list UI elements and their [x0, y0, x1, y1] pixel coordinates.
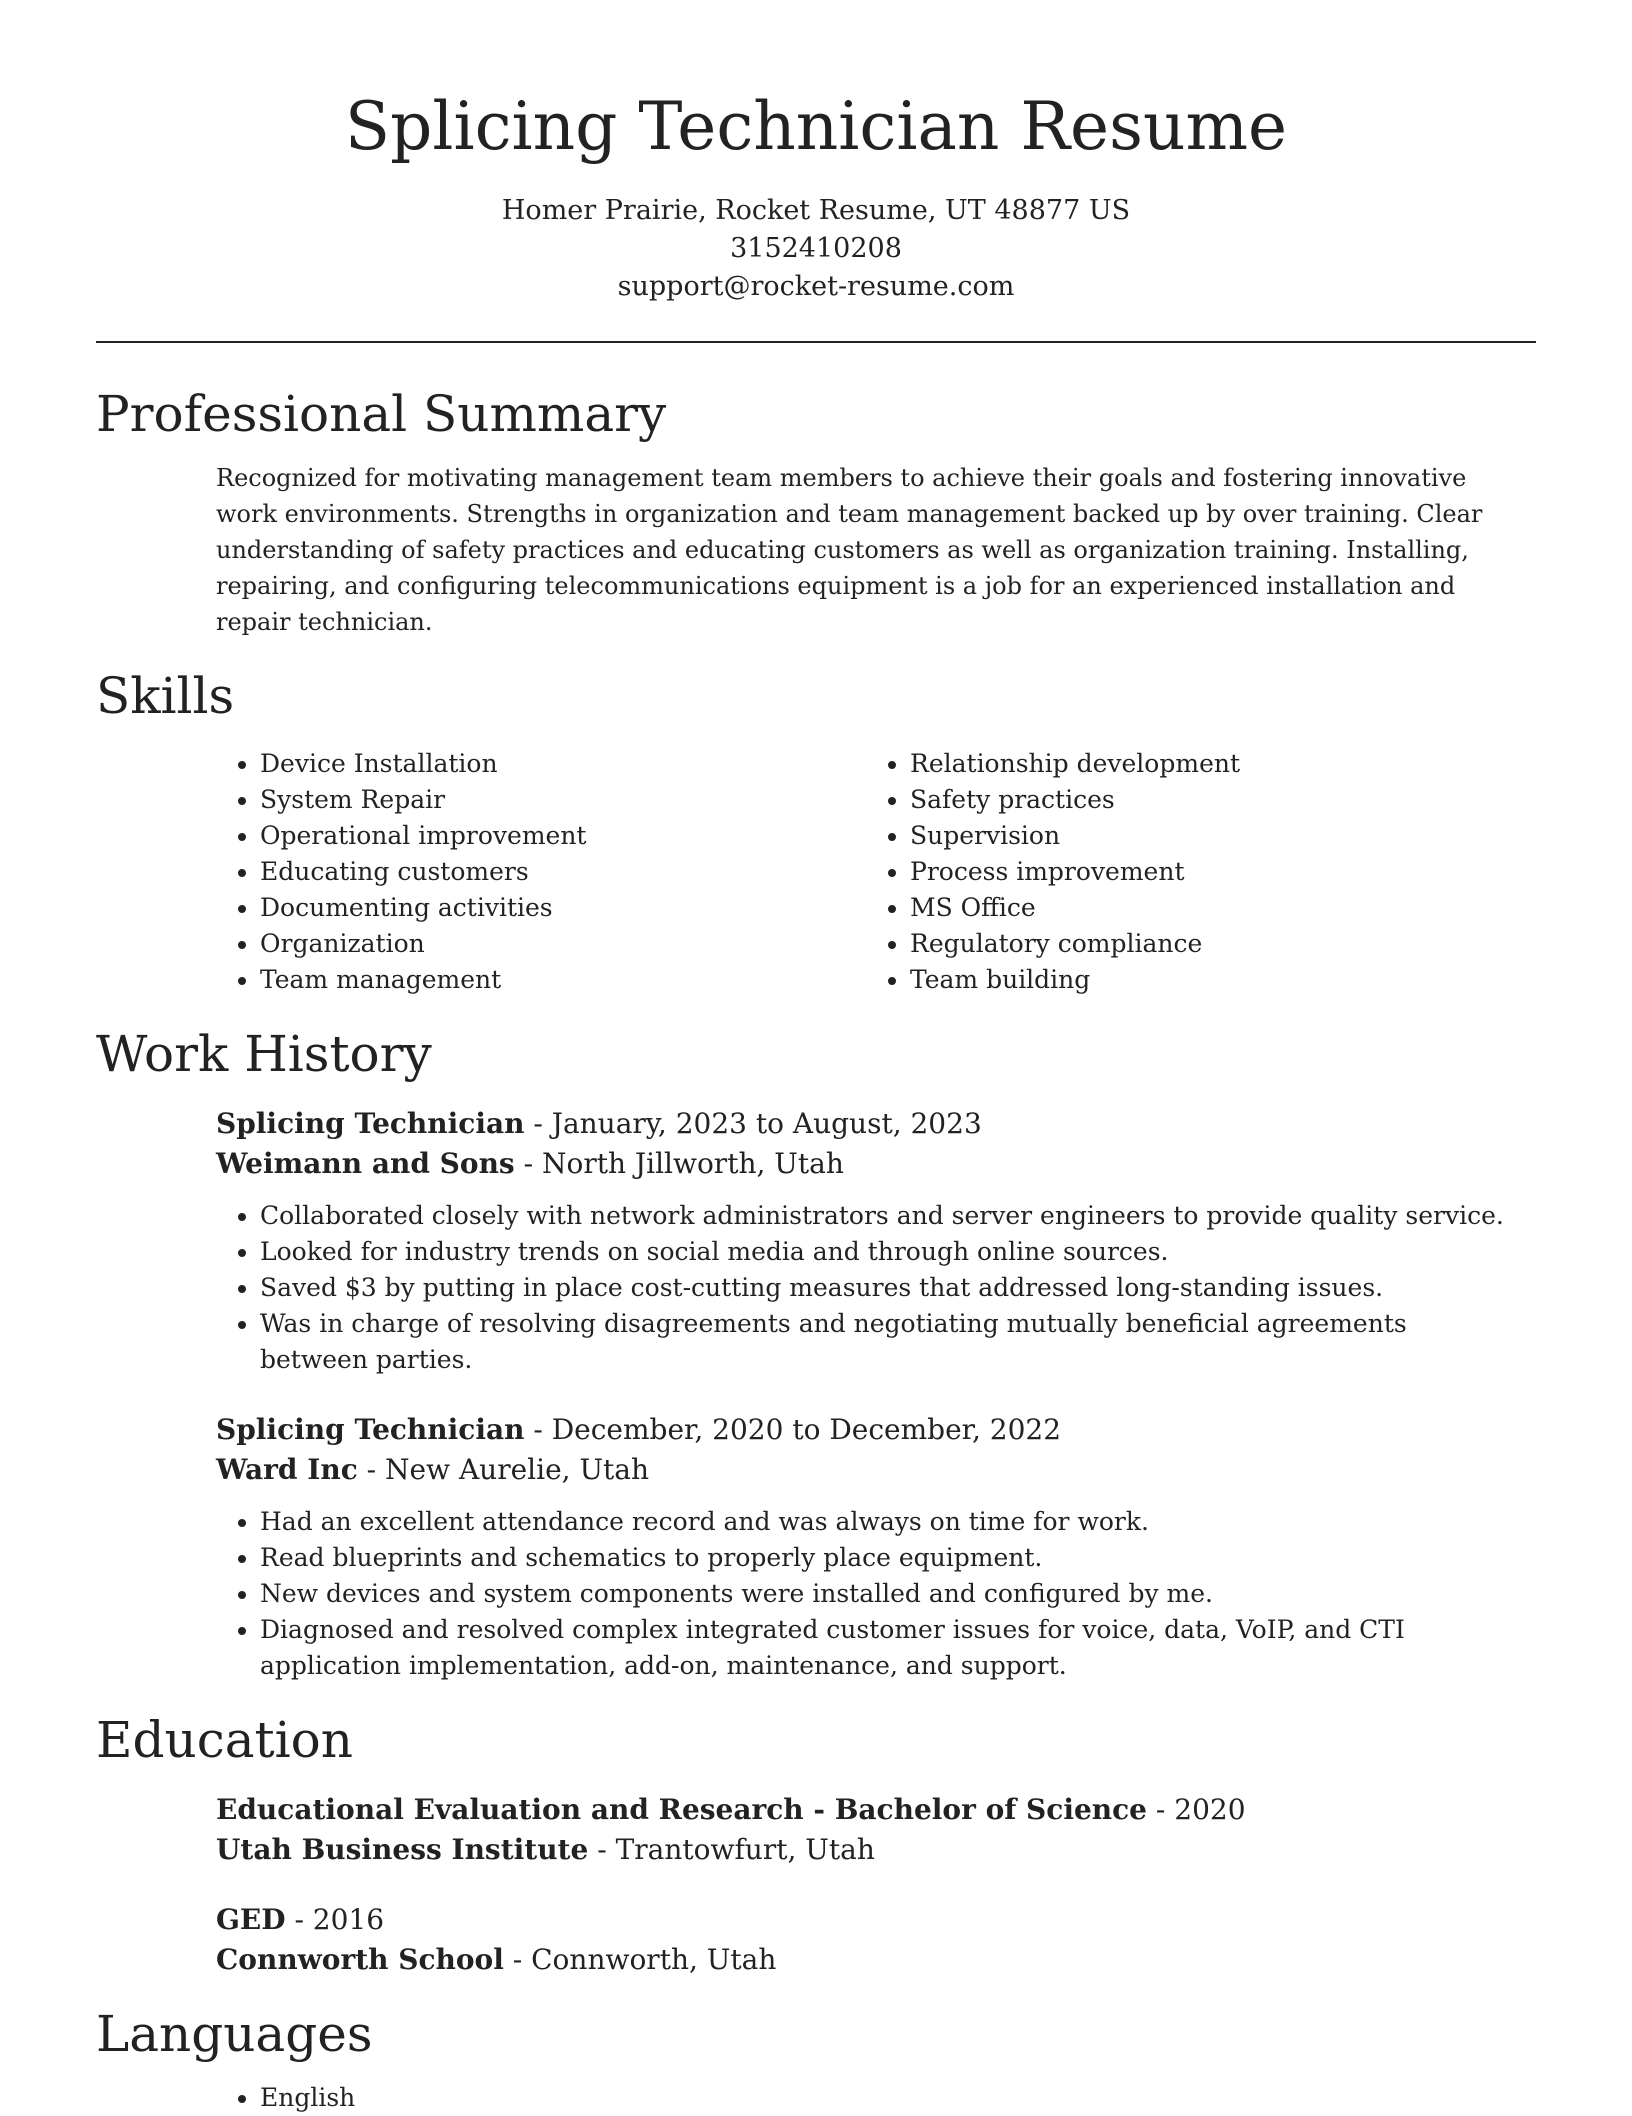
education-school: Utah Business Institute	[216, 1833, 589, 1866]
job-title-line	[216, 1104, 1536, 1144]
skill-item: • Relationship development	[910, 746, 1466, 782]
job-bullet: • Looked for industry trends on social media and through online sources.	[260, 1234, 1516, 1270]
job-entry-1-header	[216, 1104, 1536, 1184]
job-company-line	[216, 1144, 1536, 1184]
education-year: - 2020	[1147, 1793, 1246, 1826]
education-school-line	[216, 1830, 1536, 1870]
skill-item: • Organization	[260, 926, 816, 962]
job-bullet: • Collaborated closely with network administrators and server engineers to provide quality service.	[260, 1198, 1516, 1234]
contact-phone: 3152410208	[730, 233, 902, 264]
job-bullet: • New devices and system components were installed and configured by me.	[260, 1576, 1516, 1612]
skill-item: • Regulatory compliance	[910, 926, 1466, 962]
job-bullet: • Had an excellent attendance record and was always on time for work.	[260, 1504, 1516, 1540]
job-entry-2-header	[216, 1410, 1536, 1490]
education-degree-line	[216, 1900, 1536, 1940]
skills-list-left	[216, 746, 816, 998]
job-title-line	[216, 1410, 1536, 1450]
education-degree-line	[216, 1790, 1536, 1830]
job-title: Splicing Technician	[216, 1413, 525, 1446]
work-history-heading: Work History	[96, 1025, 432, 1083]
job-title: Splicing Technician	[216, 1107, 525, 1140]
education-degree: GED	[216, 1903, 286, 1936]
education-heading: Education	[96, 1711, 353, 1769]
languages-list	[216, 2080, 1516, 2116]
job-company-line	[216, 1450, 1536, 1490]
job-dates: - December, 2020 to December, 2022	[524, 1413, 1062, 1446]
skill-item: • Device Installation	[260, 746, 816, 782]
education-degree: Educational Evaluation and Research - Bachelor of Science	[216, 1793, 1147, 1826]
job-bullet: • Saved $3 by putting in place cost-cutting measures that addressed long-standing issues.	[260, 1270, 1516, 1306]
skills-heading: Skills	[96, 667, 235, 725]
skill-item: • Team building	[910, 962, 1466, 998]
languages-heading: Languages	[96, 2005, 373, 2063]
job-bullet: • Read blueprints and schematics to properly place equipment.	[260, 1540, 1516, 1576]
education-school-line	[216, 1940, 1536, 1980]
job-location: - North Jillworth, Utah	[514, 1147, 844, 1180]
resume-header	[96, 82, 1536, 306]
summary-heading: Professional Summary	[96, 385, 667, 443]
skill-item: • Documenting activities	[260, 890, 816, 926]
skill-item: • Operational improvement	[260, 818, 816, 854]
job-entry-2-bullets	[216, 1504, 1516, 1684]
skill-item: • Team management	[260, 962, 816, 998]
skill-item: • Supervision	[910, 818, 1466, 854]
resume-title: Splicing Technician Resume	[344, 88, 1288, 165]
education-entry-1	[216, 1790, 1536, 1870]
job-location: - New Aurelie, Utah	[357, 1453, 650, 1486]
education-school: Connworth School	[216, 1943, 504, 1976]
contact-address: Homer Prairie, Rocket Resume, UT 48877 US	[501, 195, 1131, 226]
job-dates: - January, 2023 to August, 2023	[524, 1107, 982, 1140]
skill-item: • Educating customers	[260, 854, 816, 890]
education-location: - Trantowfurt, Utah	[588, 1833, 875, 1866]
job-company: Ward Inc	[216, 1453, 358, 1486]
job-bullet: • Was in charge of resolving disagreements and negotiating mutually beneficial agreements between parties.	[260, 1306, 1516, 1378]
language-item: • English	[260, 2080, 1516, 2116]
skill-item: • Safety practices	[910, 782, 1466, 818]
job-entry-1-bullets	[216, 1198, 1516, 1378]
skill-item: • System Repair	[260, 782, 816, 818]
skill-item: • MS Office	[910, 890, 1466, 926]
job-company: Weimann and Sons	[216, 1147, 515, 1180]
education-year: - 2016	[285, 1903, 385, 1936]
header-divider	[96, 341, 1536, 343]
education-entry-2	[216, 1900, 1536, 1980]
job-bullet: • Diagnosed and resolved complex integrated customer issues for voice, data, VoIP, and CTI application implementation, add-on, maintenance, and support.	[260, 1612, 1516, 1684]
skills-list-right	[866, 746, 1466, 998]
skill-item: • Process improvement	[910, 854, 1466, 890]
education-location: - Connworth, Utah	[503, 1943, 777, 1976]
summary-text: Recognized for motivating management team members to achieve their goals and fostering innovative work environments. Strengths in organization and team management backed up by over training. Clear understanding of safety practices and educating customers as well as organization training. Installing, repairing, and configuring telecommunications equipment is a job for an experienced installation and repair technician.	[216, 464, 1483, 636]
contact-email: support@rocket-resume.com	[617, 271, 1015, 302]
